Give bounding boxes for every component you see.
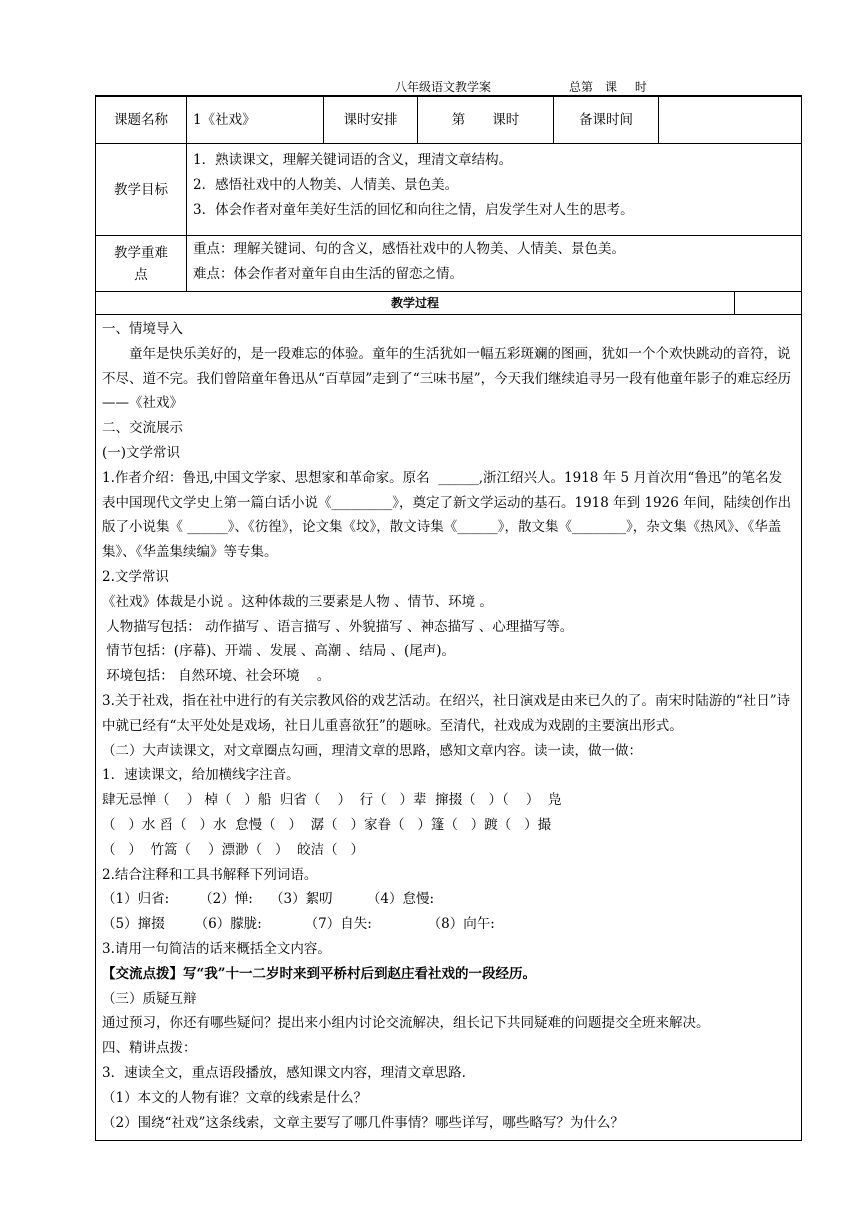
- process-blank-cell: [735, 292, 801, 314]
- goals-list: [187, 144, 801, 235]
- key-points-list: [187, 236, 801, 291]
- section-heading: 二、交流展示: [102, 420, 183, 437]
- lesson-plan-table: [95, 96, 802, 1141]
- author-intro: 1.作者介绍：鲁迅,中国文学家、思想家和革命家。原名 ______,浙江绍兴人。1918 年 5 月首次用“鲁迅”的笔名发表中国现代文学史上第一篇白话小说《_________》，奠定了新文学运动的基石。1918 年到 1926 年间，陆续创作出版了小说集《 ______》、《彷徨》，论文集《坟》，散文诗集《______》，散文集《________》，杂文集《热风》、《华盖集》、《华盖集续编》等专集。: [102, 469, 792, 561]
- task-line: 3.请用一句简洁的话来概括全文内容。: [102, 940, 331, 957]
- tip-line: 【交流点拨】写“我”十一二岁时来到平桥村后到赵庄看社戏的一段经历。: [102, 965, 537, 982]
- goal-item: 1．熟读课文，理解关键词语的含义，理清文章结构。: [193, 152, 513, 168]
- literature-line: 人物描写包括： 动作描写 、语言描写 、外貌描写 、神态描写 、心理描写等。: [102, 618, 574, 635]
- subsection-heading: (一)文学常识: [102, 444, 181, 461]
- key-points-row: [96, 236, 801, 292]
- header-lesson-count: 总第 课 时: [569, 80, 647, 94]
- process-header-row: [96, 292, 801, 315]
- literature-heading: 2.文学常识: [102, 568, 169, 585]
- goals-label: 教学目标: [96, 144, 187, 235]
- literature-line: 情节包括：(序幕)、开端 、发展 、高潮 、结局 、(尾声)。: [102, 643, 456, 660]
- subsection-heading: （三）质疑互辩: [102, 990, 197, 1007]
- section-heading: 四、精讲点拨：: [102, 1040, 197, 1057]
- info-row: [96, 97, 801, 144]
- question-paragraph: 通过预习，你还有哪些疑问？提出来小组内讨论交流解决，组长记下共同疑难的问题提交全班来解决。: [102, 1015, 710, 1032]
- task-line: 3．速读全文，重点语段播放，感知课文内容，理清文章思路.: [102, 1064, 466, 1081]
- key-points-label: 教学重难点: [96, 236, 187, 291]
- header-title: 八年级语文教学案: [395, 80, 492, 94]
- task-line: 1．速读课文，给加横线字注音。: [102, 767, 300, 784]
- schedule-value: 第 课时: [418, 97, 554, 143]
- section-heading: 一、情境导入: [102, 321, 183, 337]
- question-line: （2）围绕“社戏”这条线索，文章主要写了哪几件事情？哪些详写，哪些略写？为什么？: [102, 1114, 624, 1131]
- question-line: （1）本文的人物有谁？文章的线索是什么？: [102, 1089, 368, 1106]
- words-line: （1）归省: （2）惮: （3）絮叨 （4）怠慢:: [102, 891, 435, 908]
- key-point-item: 重点：理解关键词、句的含义，感悟社戏中的人物美、人情美、景色美。: [193, 241, 625, 257]
- schedule-label: 课时安排: [324, 97, 418, 143]
- process-body: [96, 315, 801, 1140]
- prep-time-value: [659, 97, 801, 143]
- shexi-paragraph: 3.关于社戏，指在社中进行的有关宗教风俗的戏艺活动。在绍兴，社日演戏是由来已久的了。南宋时陆游的“社日”诗中就已经有“太平处处是戏场，社日儿重喜欲狂”的题咏。至清代，社戏成为戏剧的主要演出形式。: [102, 692, 791, 734]
- pinyin-line: （ ） 竹篙（ ）漂渺（ ） 皎洁（ ）: [102, 841, 364, 858]
- key-point-item: 难点：体会作者对童年自由生活的留恋之情。: [193, 266, 463, 282]
- page-header: [95, 78, 802, 94]
- process-title: 教学过程: [96, 292, 735, 314]
- literature-line: 环境包括： 自然环境、社会环境 。: [102, 668, 331, 685]
- pinyin-line: （ ）水 舀（ ）水 怠慢（ ） 潺（ ）家眷（ ）篷（ ）踱（ ）撮: [102, 816, 552, 833]
- pinyin-line: 肆无忌惮（ ） 棹（ ）船 归省（ ） 行（ ）辈 撺掇（ ）（ ） 凫: [102, 792, 562, 809]
- goal-item: 2．感悟社戏中的人物美、人情美、景色美。: [193, 177, 459, 193]
- intro-paragraph: 童年是快乐美好的，是一段难忘的体验。童年的生活犹如一幅五彩斑斓的图画，犹如一个个欢快跳动的音符，说不尽、道不完。我们曾陪童年鲁迅从“百草园”走到了“三味书屋”，今天我们继续追寻另一段有他童年影子的难忘经历——《社戏》: [102, 345, 792, 412]
- prep-time-label: 备课时间: [554, 97, 659, 143]
- goals-row: [96, 144, 801, 236]
- task-line: 2.结合注释和工具书解释下列词语。: [102, 866, 318, 883]
- topic-value: 1《社戏》: [187, 97, 324, 143]
- goal-item: 3．体会作者对童年美好生活的回忆和向往之情，启发学生对人生的思考。: [193, 202, 634, 218]
- topic-label: 课题名称: [96, 97, 187, 143]
- words-line: （5）撺掇 （6）朦胧: （7）自失: （8）向午:: [102, 916, 495, 933]
- subsection-heading: （二）大声读课文，对文章圈点勾画，理清文章的思路，感知文章内容。读一读，做一做：: [102, 742, 642, 759]
- literature-line: 《社戏》体裁是小说 。这种体裁的三要素是人物 、情节、环境 。: [102, 593, 493, 610]
